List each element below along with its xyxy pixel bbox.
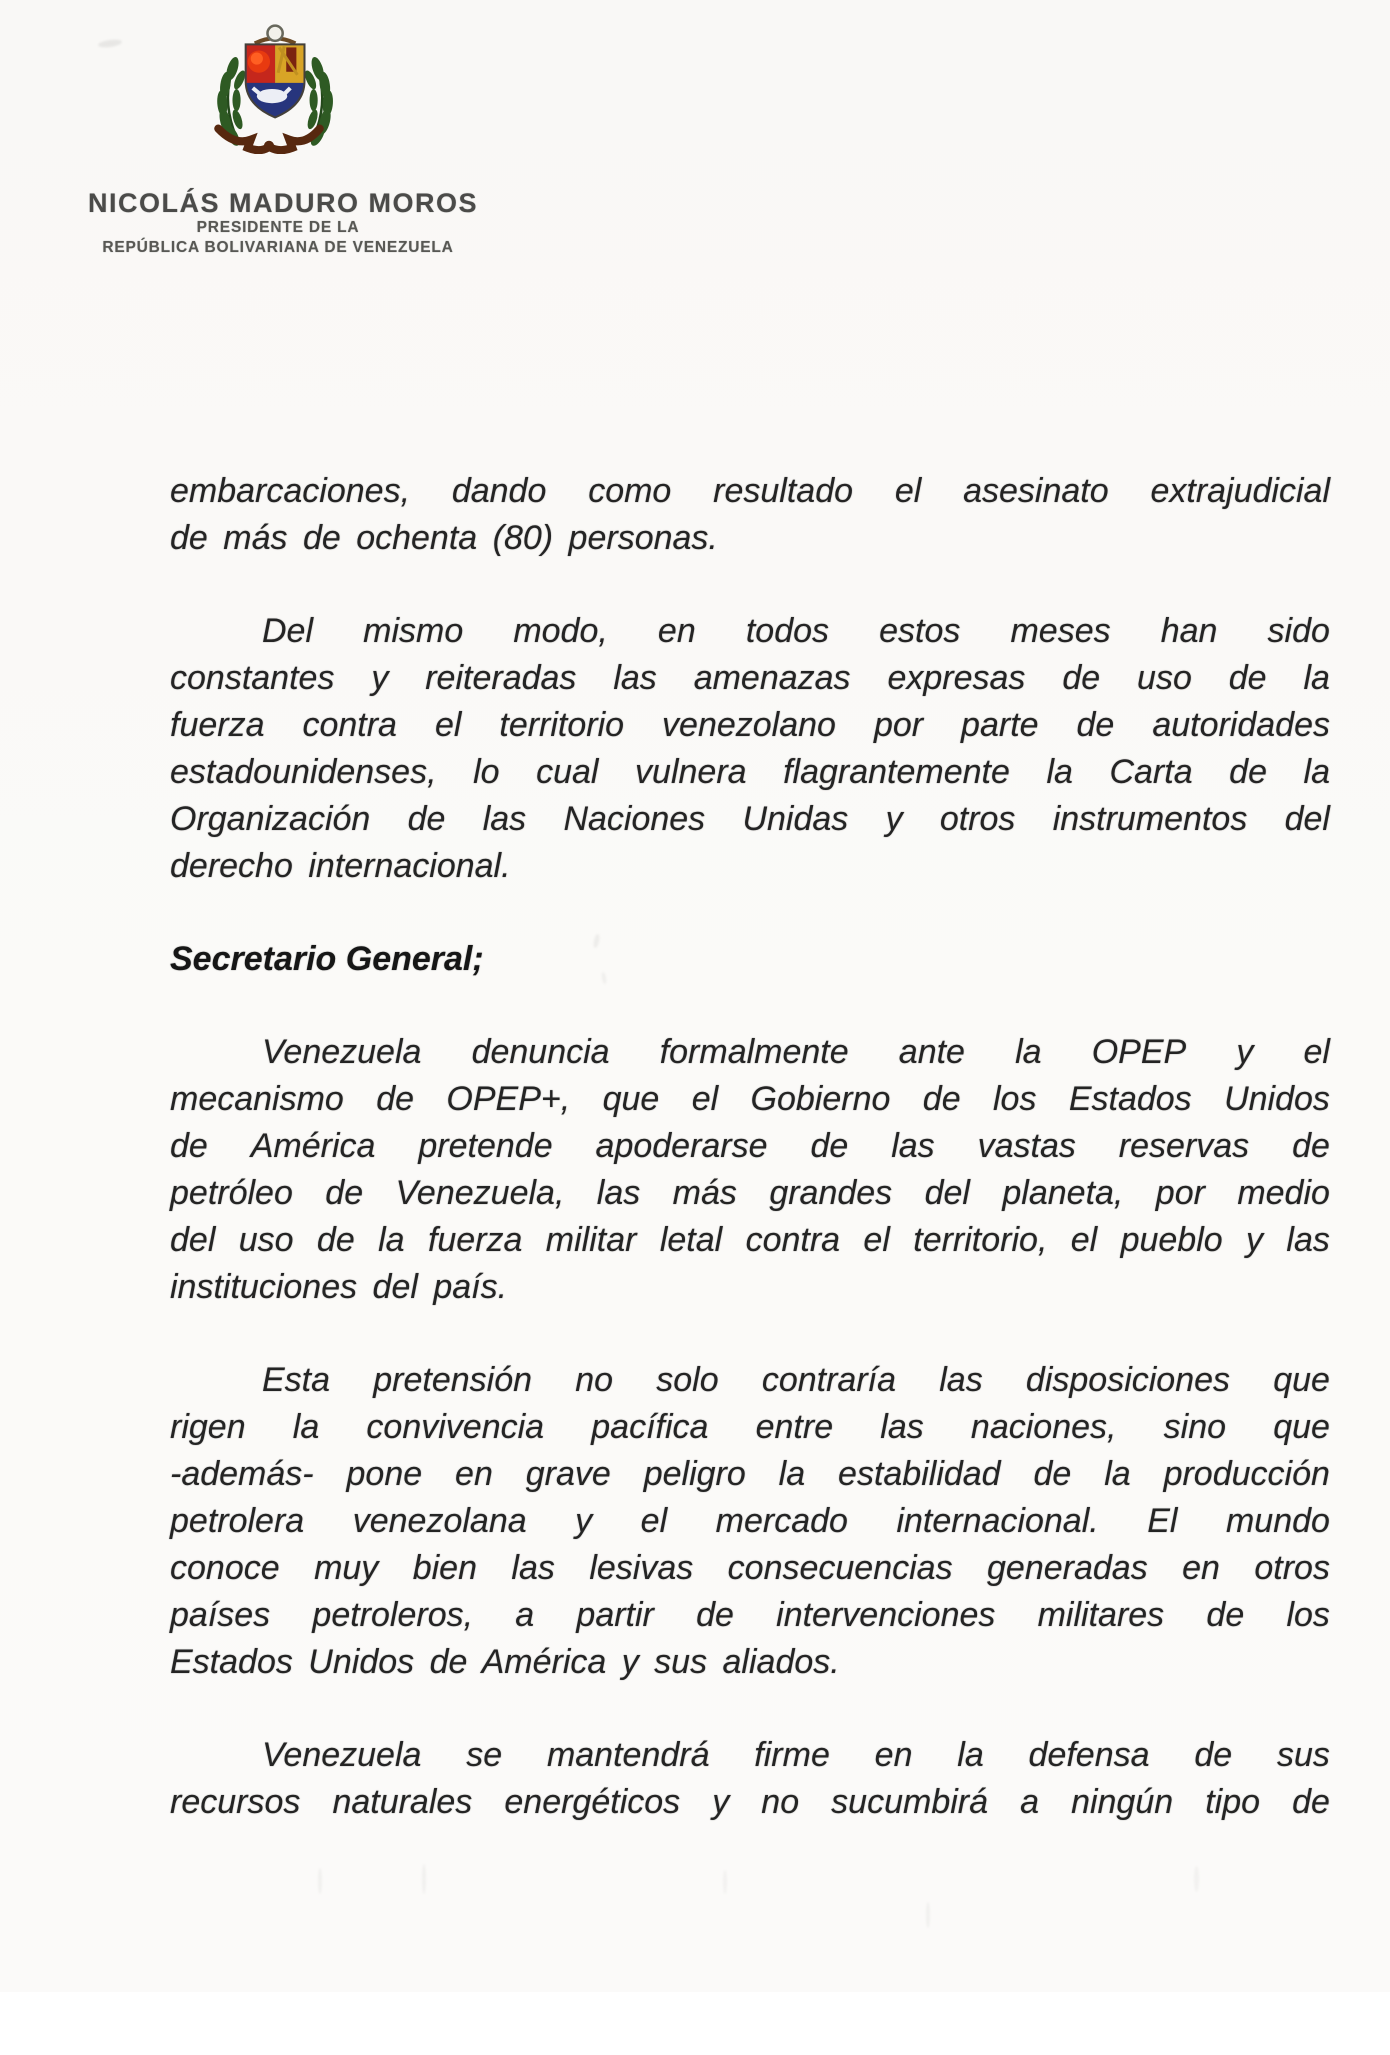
text-line: fuerza contra el territorio venezolano por parte de autoridades xyxy=(170,706,1330,744)
text-line: recursos naturales energéticos y no sucumbirá a ningún tipo de xyxy=(170,1783,1330,1821)
scan-artifact xyxy=(926,1902,930,1928)
letterhead-name: NICOLÁS MADURO MOROS xyxy=(88,188,478,218)
text-line: petróleo de Venezuela, las más grandes del planeta, por medio xyxy=(170,1174,1330,1212)
text-line: mecanismo de OPEP+, que el Gobierno de los Estados Unidos xyxy=(170,1080,1330,1118)
text-line: petrolera venezolana y el mercado internacional. El mundo xyxy=(170,1502,1330,1540)
letterhead-title-line2: REPÚBLICA BOLIVARIANA DE VENEZUELA xyxy=(102,239,454,256)
paragraph xyxy=(170,1357,1330,1686)
text-line: rigen la convivencia pacífica entre las naciones, sino que xyxy=(170,1408,1330,1446)
text-line: de América pretende apoderarse de las vastas reservas de xyxy=(170,1127,1330,1165)
paragraph xyxy=(170,1732,1330,1826)
text-line: derecho internacional. xyxy=(170,847,511,885)
text-line: países petroleros, a partir de intervenciones militares de los xyxy=(170,1596,1330,1634)
venezuela-coat-of-arms-icon xyxy=(198,22,340,154)
text-line: instituciones del país. xyxy=(170,1268,508,1306)
scan-artifact xyxy=(318,1868,322,1894)
text-line: Estados Unidos de América y sus aliados. xyxy=(170,1643,840,1681)
letter-body xyxy=(170,468,1330,1872)
text-line: -además- pone en grave peligro la estabilidad de la producción xyxy=(170,1455,1330,1493)
text-line: del uso de la fuerza militar letal contra el territorio, el pueblo y las xyxy=(170,1221,1330,1259)
text-line: Organización de las Naciones Unidas y otros instrumentos del xyxy=(170,800,1330,838)
text-line: de más de ochenta (80) personas. xyxy=(170,519,718,557)
paragraph xyxy=(170,608,1330,890)
letterhead-title-line1: PRESIDENTE DE LA xyxy=(196,219,360,236)
paragraph xyxy=(170,1029,1330,1311)
text-line: Venezuela denuncia formalmente ante la OPEP y el xyxy=(262,1033,1330,1071)
text-line: conoce muy bien las lesivas consecuencias generadas en otros xyxy=(170,1549,1330,1587)
scan-artifact xyxy=(1194,1866,1199,1892)
scan-artifact xyxy=(422,1864,426,1894)
text-line: Venezuela se mantendrá firme en la defensa de sus xyxy=(262,1736,1330,1774)
text-line: constantes y reiteradas las amenazas expresas de uso de la xyxy=(170,659,1330,697)
text-line: Esta pretensión no solo contraría las disposiciones que xyxy=(262,1361,1330,1399)
text-line: embarcaciones, dando como resultado el asesinato extrajudicial xyxy=(170,472,1330,510)
paragraph xyxy=(170,468,1330,562)
text-line: Del mismo modo, en todos estos meses han sido xyxy=(262,612,1330,650)
section-heading: Secretario General; xyxy=(170,940,484,978)
scan-artifact xyxy=(723,1870,727,1894)
text-line: estadounidenses, lo cual vulnera flagrantemente la Carta de la xyxy=(170,753,1330,791)
